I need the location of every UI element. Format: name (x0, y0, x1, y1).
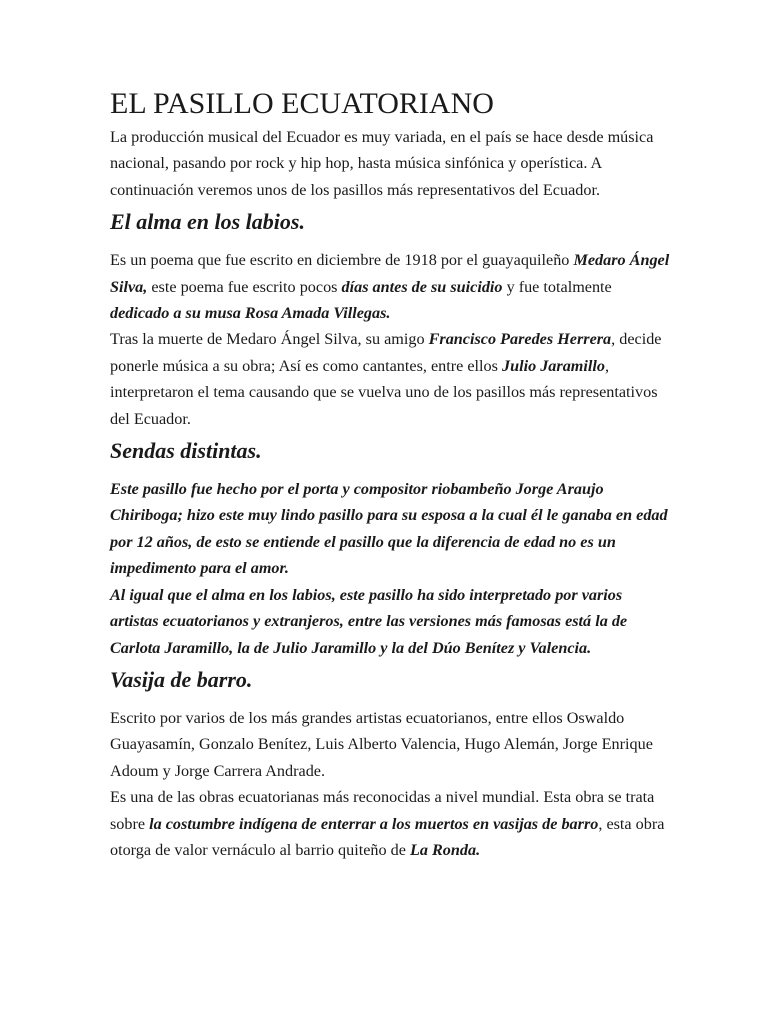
section-heading-alma: El alma en los labios. (110, 209, 305, 235)
emphasis-run: Francisco Paredes Herrera (428, 330, 612, 349)
emphasis-run: Julio Jaramillo (501, 356, 605, 375)
document-page (110, 84, 670, 863)
text-run: Tras la muerte de Medaro Ángel Silva, su amigo (110, 330, 429, 349)
text-run: , esta obra otorga de valor vernáculo al barrio quiteño de (110, 814, 665, 859)
text-run: Es una de las obras ecuatorianas más reconocidas a nivel mundial. Esta obra se trata sobre (110, 788, 655, 833)
emphasis-run: Medaro Ángel Silva, (110, 251, 670, 296)
section-heading-sendas: Sendas distintas. (110, 438, 262, 464)
text-run: este poema fue escrito pocos (147, 277, 342, 296)
emphasis-run: la costumbre indígena de enterrar a los muertos en vasijas de barro (149, 814, 599, 833)
text-run: , interpretaron el tema causando que se vuelva uno de los pasillos más representativos del Ecuador. (110, 356, 658, 428)
text-run: y fue totalmente (502, 277, 612, 296)
section-alma-paragraph-1 (110, 247, 670, 326)
section-vasija-paragraph-2 (110, 784, 670, 863)
section-sendas-paragraph-2: Al igual que el alma en los labios, este pasillo ha sido interpretado por varios artistas ecuatorianos y extranjeros, entre las versiones más famosas está la de Carlota Jaramillo, la de Julio Jaramillo y la del Dúo Benítez y Valencia. (110, 585, 628, 657)
section-sendas-paragraph-1: Este pasillo fue hecho por el porta y compositor riobambeño Jorge Araujo Chiriboga; hizo este muy lindo pasillo para su esposa a la cual él le ganaba en edad por 12 años, de esto se entiende el pasillo que la diferencia de edad no es un impedimento para el amor. (110, 480, 668, 578)
section-heading-vasija: Vasija de barro. (110, 666, 253, 692)
section-alma-paragraph-2 (110, 326, 670, 432)
intro-paragraph: La producción musical del Ecuador es muy variada, en el país se hace desde música nacional, pasando por rock y hip hop, hasta música sinfónica y operística. A continuación veremos unos de los pasillos más representativos del Ecuador. (110, 128, 654, 199)
section-vasija-paragraph-1: Escrito por varios de los más grandes artistas ecuatorianos, entre ellos Oswaldo Guayasamín, Gonzalo Benítez, Luis Alberto Valencia, Hugo Alemán, Jorge Enrique Adoum y Jorge Carrera Andrade. (110, 708, 653, 780)
emphasis-run: días antes de su suicidio (341, 277, 503, 296)
document-title: EL PASILLO ECUATORIANO (110, 87, 494, 120)
emphasis-run: La Ronda. (409, 840, 481, 859)
emphasis-run: dedicado a su musa Rosa Amada Villegas. (110, 304, 391, 323)
text-run: , decide ponerle música a su obra; Así es como cantantes, entre ellos (110, 330, 662, 375)
text-run: Es un poema que fue escrito en diciembre de 1918 por el guayaquileño (110, 251, 574, 270)
